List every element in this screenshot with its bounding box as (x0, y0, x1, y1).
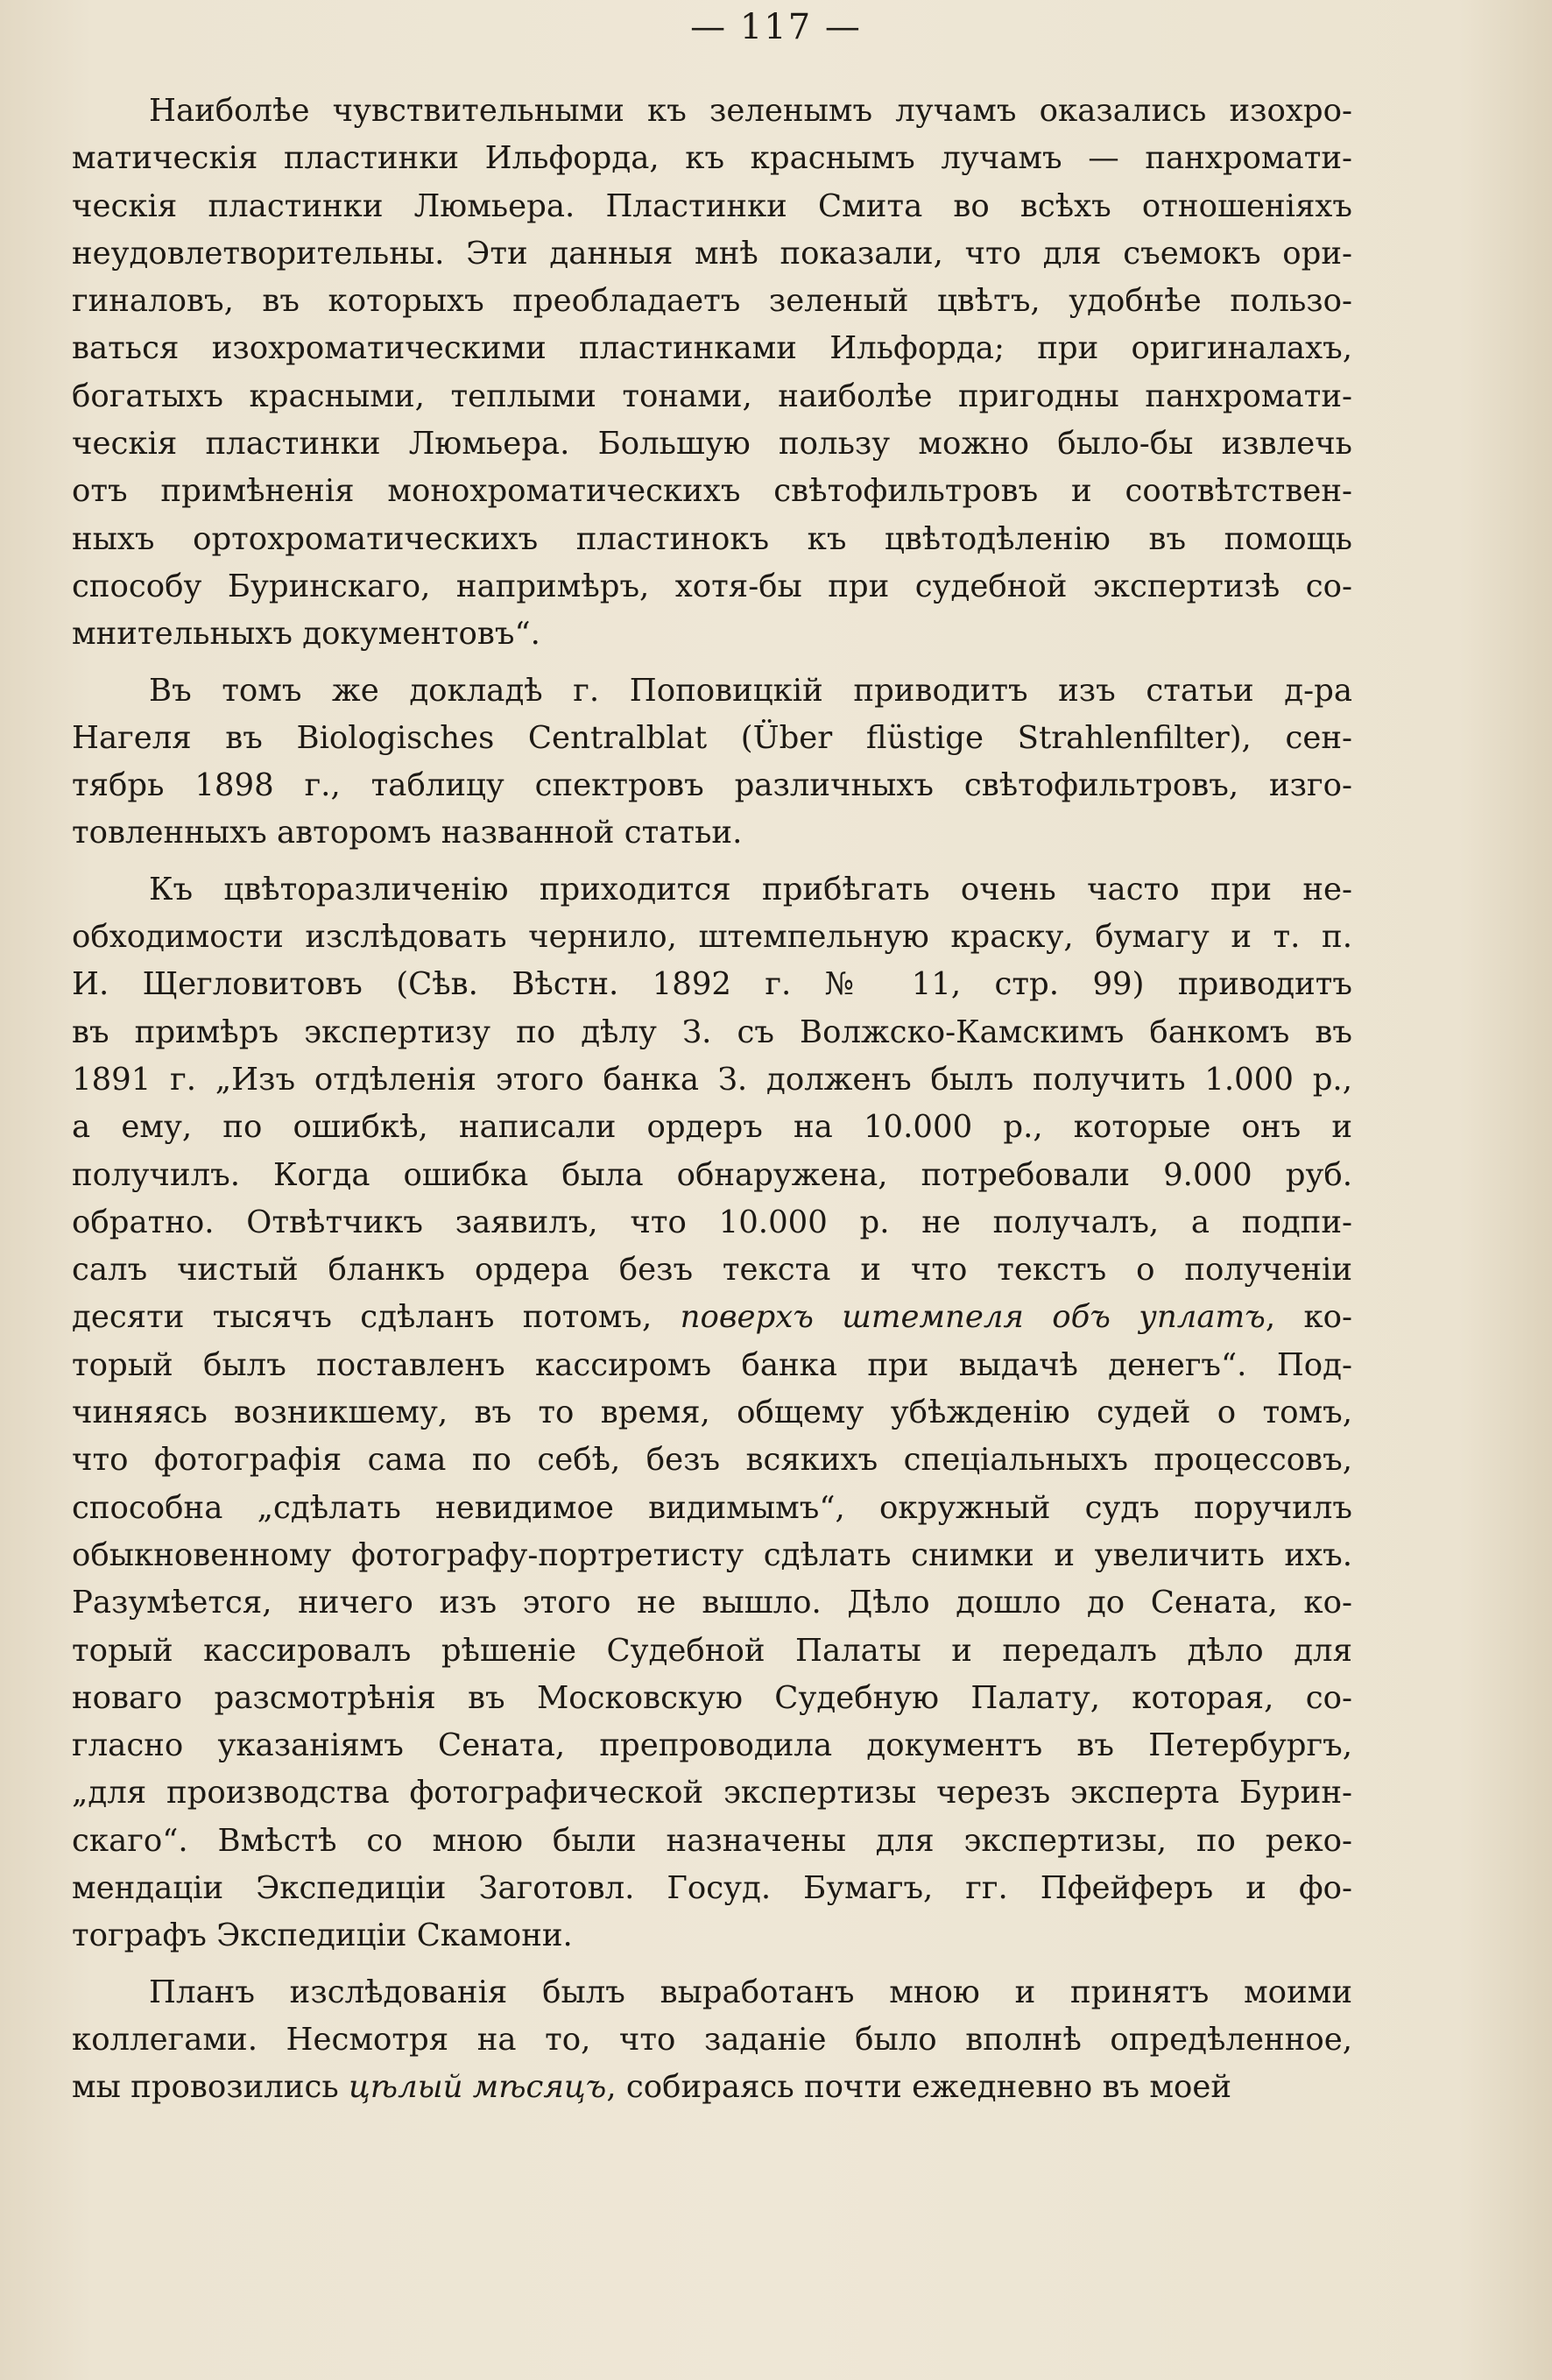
text-line: гласно указаніямъ Сената, препроводила документъ въ Петербургъ, (72, 1727, 1352, 1764)
text-line: ческія пластинки Люмьера. Пластинки Смита во всѣхъ отношеніяхъ (72, 187, 1352, 224)
italic-emphasis: поверхъ штемпеля объ уплатъ (680, 1299, 1266, 1336)
text-line: скаго“. Вмѣстѣ со мною были назначены для экспертизы, по реко- (72, 1822, 1352, 1859)
text-line: обыкновенному фотографу-портретисту сдѣлать снимки и увеличить ихъ. (72, 1536, 1352, 1573)
text-line: Въ томъ же докладѣ г. Поповицкій приводитъ изъ статьи д-ра (149, 672, 1352, 709)
paragraph (72, 667, 1352, 858)
italic-emphasis: цѣлый мѣсяцъ (349, 2069, 607, 2106)
text-line: десяти тысячъ сдѣланъ потомъ, поверхъ штемпеля объ уплатъ, ко- (72, 1299, 1353, 1336)
text-line: мендаціи Экспедиціи Заготовл. Госуд. Бумагъ, гг. Пфейферъ и фо- (72, 1869, 1352, 1906)
paragraph-gap (72, 659, 1352, 667)
text-line: въ примѣръ экспертизу по дѣлу З. съ Волжско-Камскимъ банкомъ въ (72, 1013, 1352, 1050)
paragraph-gap (72, 858, 1352, 866)
text-line: мнительныхъ документовъ“. (72, 616, 540, 653)
text-body (72, 88, 1352, 2111)
text-line: Планъ изслѣдованія былъ выработанъ мною и принятъ моими (149, 1974, 1352, 2010)
text-line: Къ цвѣторазличенію приходится прибѣгать очень часто при не- (149, 871, 1352, 908)
text-line: „для производства фотографической экспертизы черезъ эксперта Бурин- (72, 1775, 1352, 1811)
text-line: получилъ. Когда ошибка была обнаружена, потребовали 9.000 руб. (72, 1156, 1352, 1193)
text-line: Наиболѣе чувствительными къ зеленымъ лучамъ оказались изохро- (149, 93, 1352, 129)
page-number: — 117 — (690, 7, 862, 47)
paragraph (72, 88, 1352, 659)
text-line: торый былъ поставленъ кассиромъ банка при выдачѣ денегъ“. Под- (72, 1346, 1352, 1383)
text-line: Нагеля въ Biologisches Centralblat (Über flüstige Strahlenfilter), сен- (72, 719, 1352, 756)
text-line: коллегами. Несмотря на то, что заданіе было вполнѣ опредѣленное, (72, 2021, 1352, 2058)
text-line: богатыхъ красными, теплыми тонами, наиболѣе пригодны панхромати- (72, 378, 1352, 414)
text-line: а ему, по ошибкѣ, написали ордеръ на 10.000 р., которые онъ и (72, 1109, 1352, 1146)
text-line: отъ примѣненія монохроматическихъ свѣтофильтровъ и соотвѣтствен- (72, 473, 1352, 510)
text-line: салъ чистый бланкъ ордера безъ текста и что текстъ о полученіи (72, 1252, 1352, 1289)
text-line: тябрь 1898 г., таблицу спектровъ различныхъ свѣтофильтровъ, изго- (72, 767, 1352, 804)
text-line: 1891 г. „Изъ отдѣленія этого банка З. долженъ былъ получить 1.000 р., (72, 1061, 1352, 1098)
text-line: матическія пластинки Ильфорда, къ краснымъ лучамъ — панхромати- (72, 140, 1352, 177)
text-line: гиналовъ, въ которыхъ преобладаетъ зеленый цвѣтъ, удобнѣе пользо- (72, 283, 1352, 320)
text-line: товленныхъ авторомъ названной статьи. (72, 815, 743, 851)
text-line: ческія пластинки Люмьера. Большую пользу можно было-бы извлечь (72, 426, 1352, 463)
text-line: тографъ Экспедиціи Скамони. (72, 1917, 573, 1954)
text-line: И. Щегловитовъ (Сѣв. Вѣстн. 1892 г. № 11, стр. 99) приводитъ (72, 966, 1352, 1003)
text-line: способна „сдѣлать невидимое видимымъ“, окружный судъ поручилъ (72, 1489, 1352, 1526)
text-line: неудовлетворительны. Эти данныя мнѣ показали, что для съемокъ ори- (72, 235, 1352, 272)
text-line: ваться изохроматическими пластинками Ильфорда; при оригиналахъ, (72, 330, 1352, 367)
text-line: способу Буринскаго, напримѣръ, хотя-бы при судебной экспертизѣ со- (72, 568, 1352, 604)
text-line: торый кассировалъ рѣшеніе Судебной Палаты и передалъ дѣло для (72, 1632, 1352, 1669)
text-line: новаго разсмотрѣнія въ Московскую Судебную Палату, которая, со- (72, 1679, 1352, 1716)
text-line: чиняясь возникшему, въ то время, общему убѣжденію судей о томъ, (72, 1395, 1352, 1431)
paragraph-gap (72, 1960, 1352, 1969)
paragraph (72, 1969, 1352, 2112)
text-line: обходимости изслѣдовать чернило, штемпельную краску, бумагу и т. п. (72, 919, 1352, 956)
text-line: обратно. Отвѣтчикъ заявилъ, что 10.000 р. не получалъ, а подпи- (72, 1204, 1352, 1240)
text-line: что фотографія сама по себѣ, безъ всякихъ спеціальныхъ процессовъ, (72, 1442, 1352, 1479)
text-line: мы провозились цѣлый мѣсяцъ, собираясь почти ежедневно въ моей (72, 2069, 1232, 2106)
text-line: Разумѣется, ничего изъ этого не вышло. Дѣло дошло до Сената, ко- (72, 1585, 1352, 1621)
paragraph (72, 866, 1352, 1960)
text-line: ныхъ ортохроматическихъ пластинокъ къ цвѣтодѣленію въ помощь (72, 520, 1352, 557)
